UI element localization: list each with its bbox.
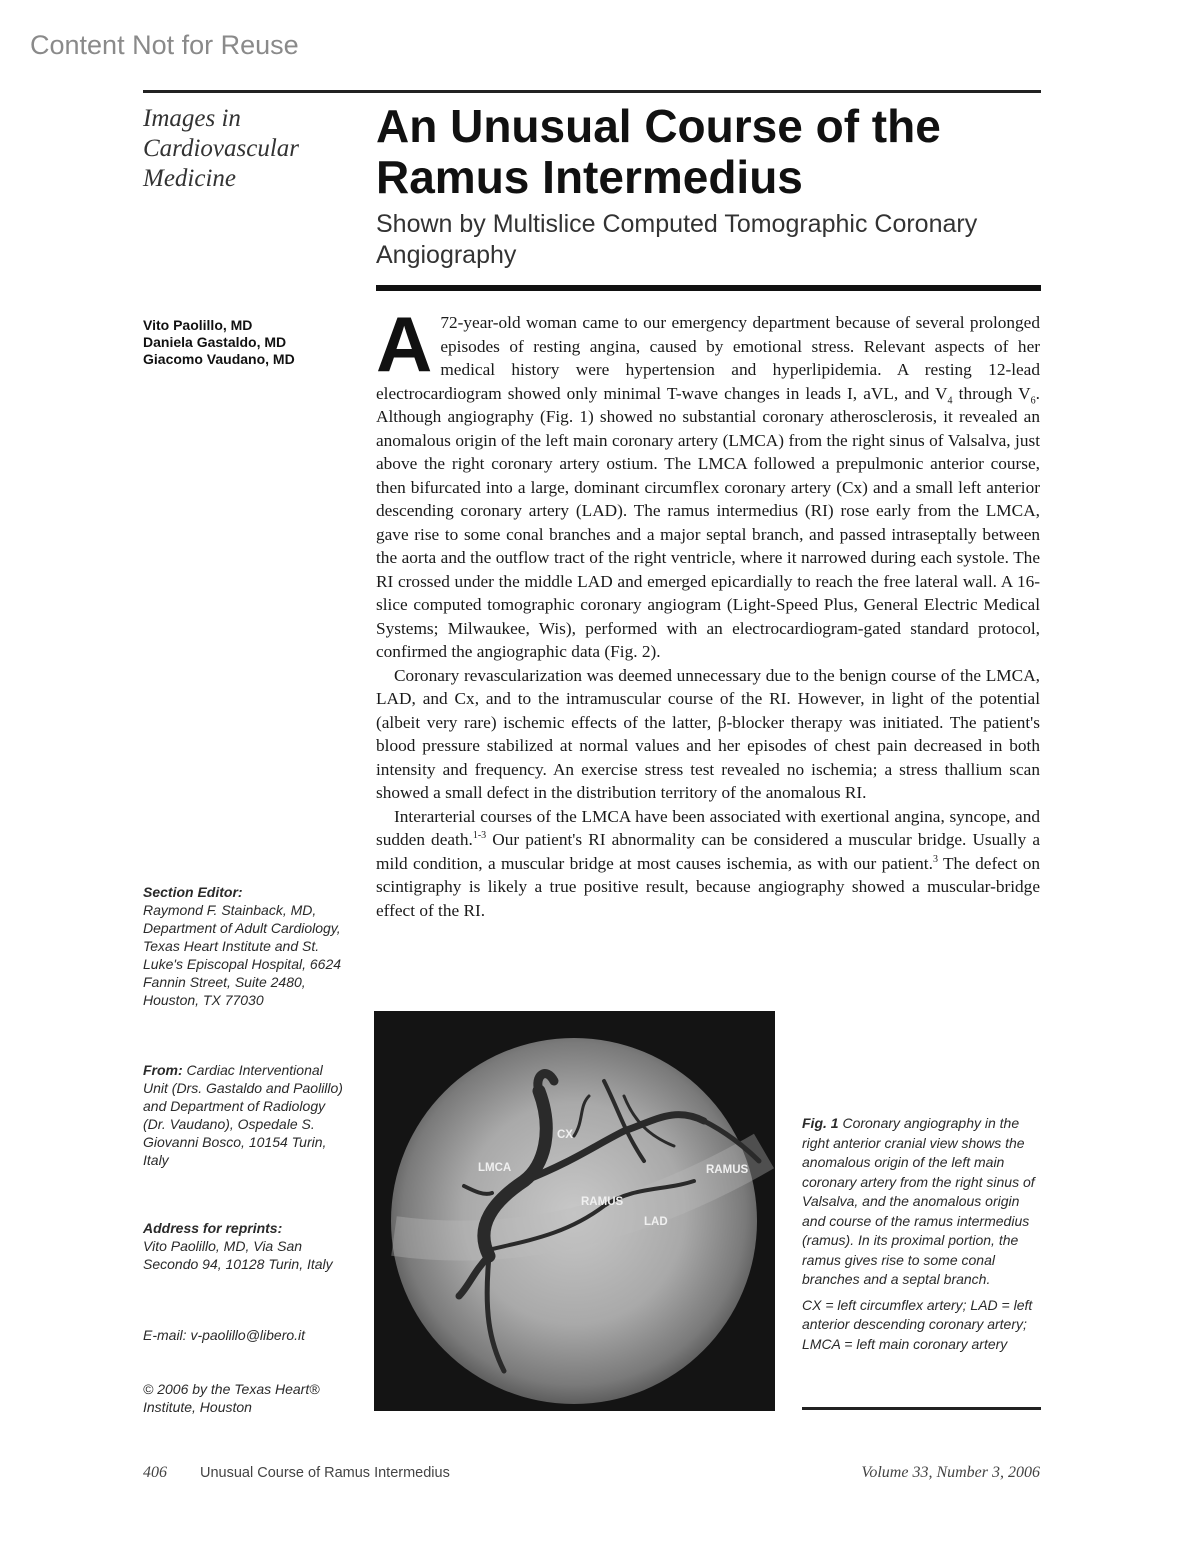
author-name: Giacomo Vaudano, MD [143, 351, 295, 367]
reprints-note [143, 1219, 343, 1273]
email-note: E-mail: v-paolillo@libero.it [143, 1327, 306, 1343]
text-run: Interarterial courses of the LMCA have been associated with exertional angina, syncope, and sudden death. [376, 806, 1040, 849]
watermark: Content Not for Reuse [30, 30, 299, 60]
section-label: Images in Cardiovascular Medicine [143, 105, 300, 192]
caption-abbreviations: CX = left circumflex artery; LAD = left anterior descending coronary artery; LMCA = left main coronary artery [802, 1296, 1033, 1352]
citation-ref: 3 [932, 853, 938, 865]
affiliation-note [143, 1061, 343, 1169]
copyright-note: © 2006 by the Texas Heart® Institute, Houston [143, 1381, 320, 1415]
volume-info: Volume 33, Number 3, 2006 [861, 1464, 1040, 1481]
caption-body: Coronary angiography in the right anterior cranial view shows the anomalous origin of the left main coronary artery from the right sinus of Valsalva, and the anomalous origin and course of the ramus intermedius (ramus). In its proximal portion, the ramus gives rise to some conal branches and a septal branch. [802, 1115, 1035, 1287]
caption-text [802, 1114, 1042, 1290]
article-subtitle: Shown by Multislice Computed Tomographic Coronary Angiography [376, 210, 978, 269]
section-editor-note [143, 883, 343, 1009]
author-list [143, 317, 358, 368]
body-paragraph: Coronary revascularization was deemed unnecessary due to the benign course of the LMCA, LAD, and Cx, and to the intramuscular course of the RI. However, in light of the potential (albeit very rare) ischemic effects of the latter, β-blocker therapy was initiated. The patient's blood pressure stabilized at normal values and her episodes of chest pain decreased in both intensity and frequency. An exercise stress test revealed no ischemia; a stress thallium scan showed a small defect in the distribution territory of the anomalous RI. [376, 665, 1040, 802]
text-run: 72-year-old woman came to our emergency department because of several prolonged episodes of resting angina, caused by emotional stress. Relevant aspects of her medical history were hypertension and hyperlipidemia. A resting 12-lead electrocardiogram showed only minimal T-wave changes in leads I, aVL, and V [376, 313, 1040, 403]
body-paragraph [376, 805, 1040, 923]
ramus-label-right: RAMUS [706, 1164, 749, 1176]
affiliation-heading: From: [143, 1062, 183, 1078]
article-body [376, 300, 1040, 922]
text-run: Our patient's RI abnormality can be considered a muscular bridge. Usually a mild condition, a muscular bridge at most causes ischemia, as with our patient. [376, 830, 1040, 873]
angiography-figure [374, 1011, 775, 1411]
figure-number: Fig. 1 [802, 1115, 839, 1131]
section-editor-heading: Section Editor: [143, 884, 243, 900]
page-number: 406 [143, 1464, 167, 1481]
ramus-label-center: RAMUS [581, 1196, 624, 1208]
top-rule [143, 90, 1041, 93]
article-title: An Unusual Course of the Ramus Intermedius [376, 100, 941, 203]
affiliation-text: Cardiac Interventional Unit (Drs. Gastaldo and Paolillo) and Department of Radiology (Dr. Vaudano), Ospedale S. Giovanni Bosco, 10154 Turin, Italy [143, 1062, 343, 1168]
reprints-heading: Address for reprints: [143, 1220, 283, 1236]
reprints-address: Vito Paolillo, MD, Via San Secondo 94, 10128 Turin, Italy [143, 1238, 333, 1272]
cx-label: CX [557, 1129, 573, 1141]
lmca-label: LMCA [478, 1162, 512, 1174]
title-rule [376, 285, 1041, 291]
author-name: Vito Paolillo, MD [143, 317, 253, 333]
subscript: 4 [947, 394, 953, 406]
body-paragraph [376, 300, 1040, 664]
author-name: Daniela Gastaldo, MD [143, 334, 287, 350]
figure-caption [802, 1114, 1042, 1354]
citation-ref: 1-3 [472, 830, 487, 842]
section-editor-text: Raymond F. Stainback, MD, Department of Adult Cardiology, Texas Heart Institute and St. Luke's Episcopal Hospital, 6624 Fannin Street, Suite 2480, Houston, TX 77030 [143, 902, 342, 1008]
running-title: Unusual Course of Ramus Intermedius [200, 1465, 450, 1481]
angiogram-image [374, 1011, 775, 1411]
caption-rule [802, 1407, 1041, 1410]
subscript: 6 [1030, 394, 1036, 406]
text-run: The defect on scintigraphy is likely a true positive result, because angiography showed a muscular-bridge effect of the RI. [376, 853, 1040, 920]
text-run: . Although angiography (Fig. 1) showed no substantial coronary atherosclerosis, it revealed an anomalous origin of the left main coronary artery (LMCA) from the right sinus of Valsalva, just above the right coronary artery ostium. The LMCA followed a prepulmonic anterior course, then bifurcated into a large, dominant circumflex coronary artery (Cx) and a small left anterior descending coronary artery (LAD). The ramus intermedius (RI) rose early from the LMCA, gave rise to some conal branches and a major septal branch, and passed intraseptally between the aorta and the outflow tract of the right ventricle, where it narrowed during each systole. The RI crossed under the middle LAD and emerged epicardially to reach the free lateral wall. A 16-slice computed tomographic coronary angiogram (Light-Speed Plus, General Electric Medical Systems; Milwaukee, Wis), performed with an electrocardiogram-gated standard protocol, confirmed the angiographic data (Fig. 2). [376, 383, 1040, 661]
lad-label: LAD [644, 1216, 668, 1228]
drop-cap: A [376, 300, 433, 388]
text-run: through V [952, 383, 1031, 403]
